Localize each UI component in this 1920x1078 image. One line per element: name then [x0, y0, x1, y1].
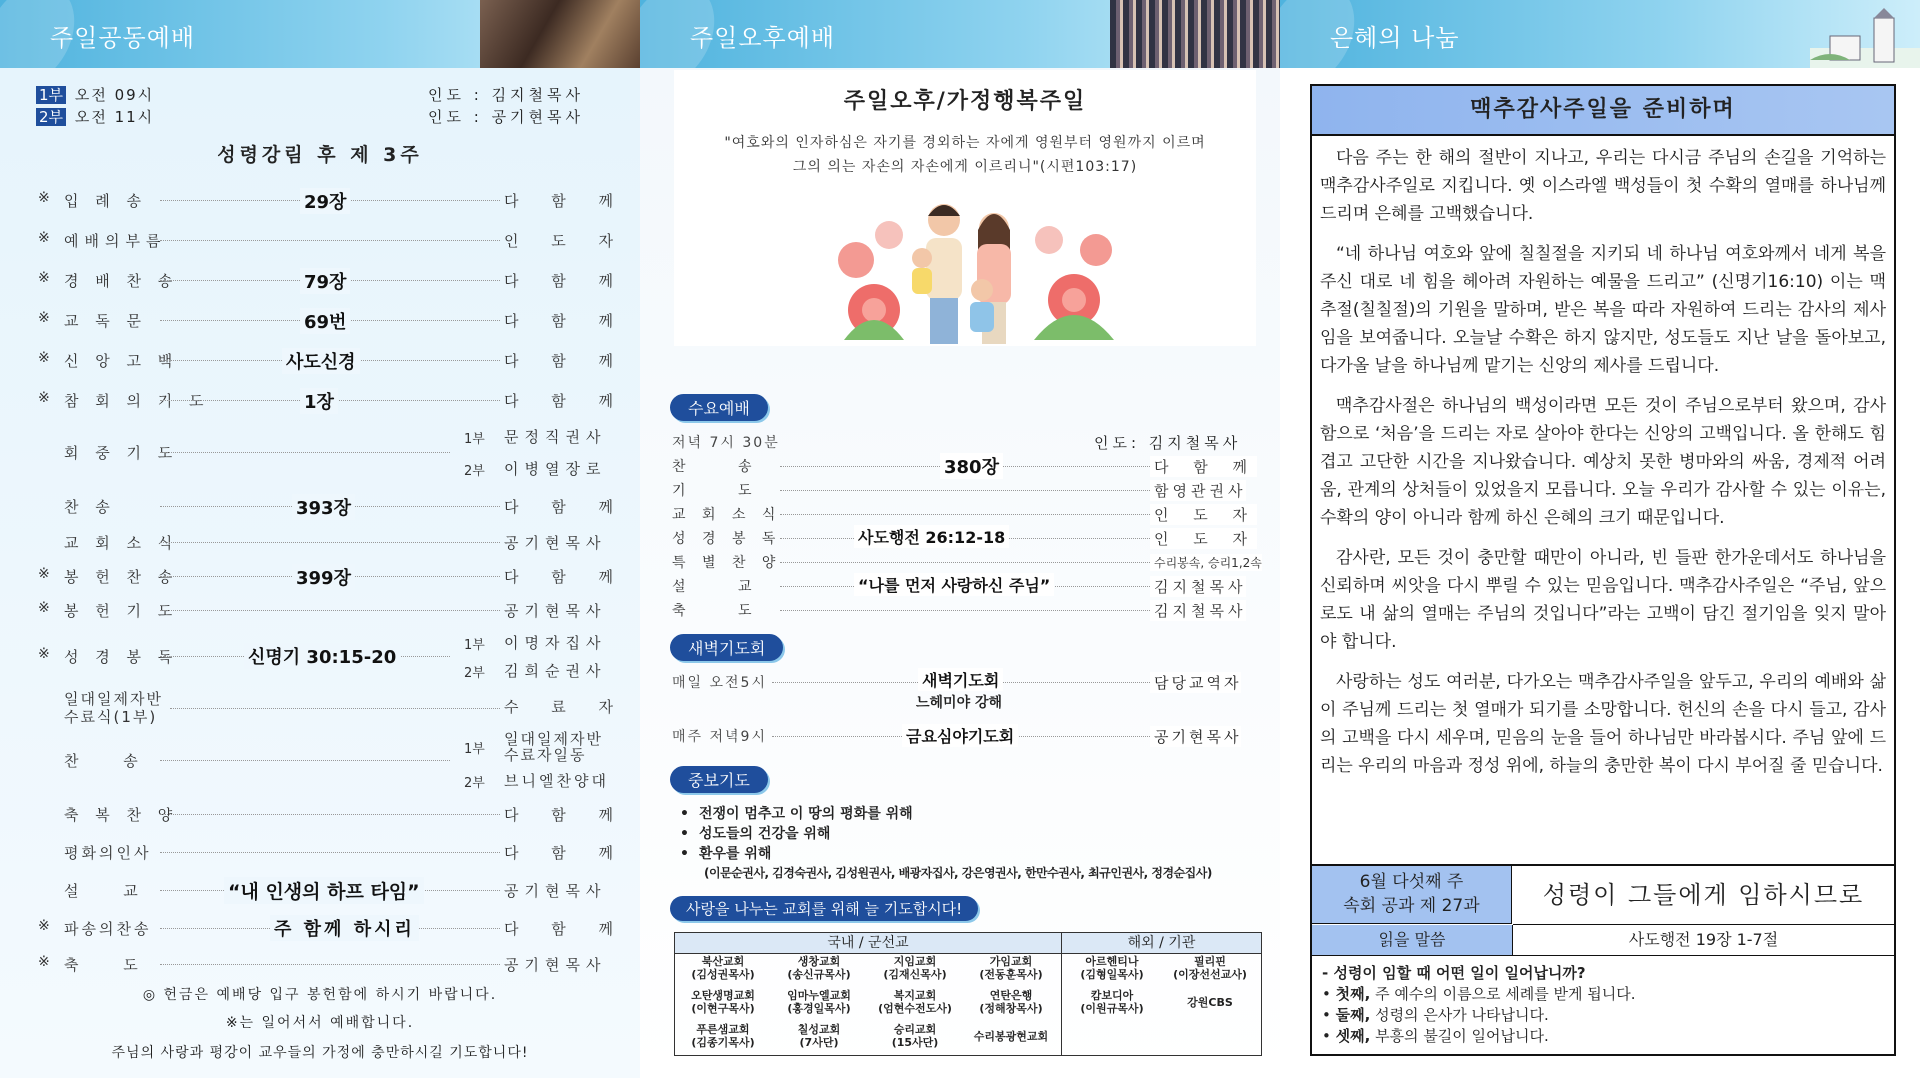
header-title: 은혜의 나눔 [1330, 24, 1460, 52]
bullet-icon: • [680, 806, 689, 822]
wednesday-item-value: 380장 [940, 453, 1003, 479]
leader-line [780, 562, 1170, 563]
partner-pastor: (엄현수전도사) [878, 1002, 952, 1015]
essay-paragraph: 감사란, 모든 것이 충만할 때만이 아니라, 빈 들판 한가운데서도 하나님을 신뢰하며 씨앗을 다시 뿌릴 수 있는 믿음입니다. 맥추감사주일은 “주님, 앞으로도 내 삶의 열매는 주님의 것입니다”라는 고백이 담긴 절기임을 잊지 말아야 합니다. [1320, 548, 1886, 652]
note-blessing: 주님의 사랑과 평강이 교우들의 가정에 충만하시길 기도합니다! [111, 1045, 529, 1061]
offering-label: 봉 헌 찬 송 [64, 568, 179, 586]
wednesday-item-value: 사도행전 26:12-18 [854, 525, 1009, 548]
intercession-list [680, 804, 913, 864]
mission-partner-cell [867, 1023, 963, 1049]
ceremony-label-1: 일대일제자반 [64, 690, 163, 708]
hymn-right: 다 함 께 [504, 498, 628, 516]
partner-pastor: (김형일목사) [1080, 968, 1144, 981]
partner-name: 수리봉광현교회 [973, 1030, 1049, 1043]
partner-name: 복지교회 [893, 989, 937, 1002]
partner-name: 지임교회 [893, 955, 937, 968]
order-item-leader: 다 함 께 [504, 192, 628, 210]
prayer-label: 회 중 기 도 [64, 444, 179, 462]
lesson-week [1312, 866, 1512, 924]
choir-2-part: 2부 [464, 776, 485, 791]
mission-partner-cell [1063, 989, 1161, 1015]
bullet-icon: • [680, 846, 689, 862]
leader-line [160, 964, 500, 965]
wednesday-time: 저녁 7시 30분 [672, 435, 780, 451]
order-item-value: 29장 [300, 188, 350, 214]
partner-name: 임마누엘교회 [787, 989, 851, 1002]
service-1-time: 오전 09시 [74, 86, 155, 104]
service-2-leader: 인도 : 공기현목사 [428, 108, 585, 126]
blessing-song-right: 다 함 께 [504, 806, 628, 824]
bullet-icon: • [1322, 1006, 1336, 1024]
panel-afternoon-service [640, 0, 1280, 1078]
sending-hymn-title: 주 함께 하시리 [270, 915, 419, 941]
header-bar [0, 0, 640, 68]
prayer-1-part: 1부 [464, 432, 485, 447]
service-1-line [36, 84, 154, 105]
essay-body [1312, 136, 1894, 780]
answer-text: 부흥의 불길이 일어납니다. [1370, 1027, 1549, 1045]
essay-title: 맥추감사주일을 준비하며 [1312, 86, 1894, 136]
wednesday-item-leader: 인 도 자 [1150, 528, 1257, 549]
peace-label: 평화의인사 [64, 844, 152, 862]
wednesday-item-label: 기 도 [672, 483, 776, 499]
wednesday-item-label: 교 회 소 식 [672, 507, 782, 523]
congregation-photo [1110, 0, 1280, 68]
order-item-leader: 다 함 께 [504, 352, 628, 370]
hymn-number: 393장 [292, 494, 355, 520]
answer-text: 주 예수의 이름으로 세례를 받게 됩니다. [1370, 985, 1636, 1003]
offering-hymn: 399장 [292, 564, 355, 590]
wednesday-item-leader: 함영관권사 [1150, 480, 1246, 501]
partner-name: 승리교회 [893, 1023, 937, 1036]
mission-partner-cell [771, 955, 867, 981]
leader-line [160, 814, 500, 815]
leader-line [780, 610, 1170, 611]
essay-box [1310, 84, 1896, 866]
wednesday-item-label: 찬 송 [672, 459, 776, 475]
partner-pastor: (김재신목사) [883, 968, 947, 981]
partner-name: 연탄은행 [989, 989, 1033, 1002]
leader-line [160, 852, 500, 853]
panel-grace-sharing [1280, 0, 1920, 1078]
standing-mark: ※ [38, 190, 50, 206]
wednesday-item-leader: 인 도 자 [1150, 504, 1257, 525]
partner-name: 칠성교회 [797, 1023, 841, 1036]
leader-line [780, 514, 1170, 515]
hymn-label: 찬 송 [64, 498, 116, 516]
dawn-time: 매일 오전5시 [672, 675, 767, 691]
mission-partner-cell [675, 1023, 771, 1049]
sermon-preacher: 공기현목사 [504, 882, 607, 900]
intercession-text: 전쟁이 멈추고 이 땅의 평화를 위해 [698, 806, 913, 822]
wednesday-item-leader: 다 함 께 [1150, 456, 1257, 477]
partner-name: 오탄생명교회 [691, 989, 755, 1002]
leader-line [160, 452, 450, 453]
wednesday-item-label: 설 교 [672, 579, 776, 595]
order-item-label: 신 앙 고 백 [64, 352, 179, 370]
offering-right: 다 함 께 [504, 568, 628, 586]
intercession-item [680, 804, 913, 824]
service-2-badge: 2부 [36, 108, 66, 126]
answer-ordinal: 둘째, [1335, 1006, 1371, 1024]
leader-line [170, 708, 500, 709]
dawn-leader: 담당교역자 [1150, 672, 1241, 693]
mission-partner-cell [771, 1023, 867, 1049]
table-divider [1061, 953, 1062, 1055]
friday-title: 금요심야기도회 [902, 724, 1018, 747]
leader-line [160, 542, 500, 543]
partner-pastor: (김종기목사) [691, 1036, 755, 1049]
service-1-leader: 인도 : 김지철목사 [428, 86, 585, 104]
header-title: 주일오후예배 [690, 24, 836, 52]
essay-paragraph: 다음 주는 한 해의 절반이 지나고, 우리는 다시금 주님의 손길을 기억하는 맥추감사주일로 지킵니다. 옛 이스라엘 백성들이 첫 수확의 열매를 하나님께 드리며 은혜를 고백했습니다. [1320, 148, 1886, 224]
news-label: 교 회 소 식 [64, 534, 179, 552]
answer-item [1322, 984, 1636, 1005]
partner-name: 캄보디아 [1090, 989, 1134, 1002]
note-standing: ※는 일어서서 예배합니다. [225, 1015, 415, 1031]
sending-hymn-right: 다 함 께 [504, 920, 628, 938]
order-item-leader: 인 도 자 [504, 232, 628, 250]
wednesday-item-label: 축 도 [672, 603, 776, 619]
flower-left-icon [838, 221, 904, 340]
friday-leader: 공기현목사 [1150, 726, 1241, 747]
order-item-label: 교 독 문 [64, 312, 148, 330]
sermon-label: 설 교 [64, 882, 158, 900]
partner-name: 생창교회 [797, 955, 841, 968]
family-card [674, 70, 1256, 346]
partner-name: 강원CBS [1187, 996, 1233, 1009]
dawn-prayer-pill: 새벽기도회 [670, 634, 783, 661]
wednesday-service-pill: 수요예배 [670, 394, 768, 421]
bullet-icon: • [680, 826, 689, 842]
wednesday-item-leader: 김지철목사 [1150, 600, 1246, 621]
mission-partner-cell [867, 989, 963, 1015]
order-item-value: 사도신경 [282, 348, 360, 374]
header-title: 주일공동예배 [50, 24, 196, 52]
bullet-icon: • [1322, 985, 1336, 1003]
dawn-title: 새벽기도회 [918, 668, 1003, 691]
reading-reference: 사도행전 19장 1-7절 [1513, 925, 1894, 956]
standing-mark: ※ [38, 310, 50, 326]
peace-right: 다 함 께 [504, 844, 628, 862]
blessing-song-label: 축 복 찬 양 [64, 806, 179, 824]
essay-paragraph: “네 하나님 여호와 앞에 칠칠절을 지키되 네 하나님 여호와께서 네게 복을 주신 대로 네 힘을 헤아려 자원하는 예물을 드리고” (신명기16:10) 이는 맥추절(칠칠절)의 기원을 말하며, 받은 복을 따라 자원하여 드리는 감사의 제사임을 보여줍니다. 오늘날 수확은 하지 않지만, 성도들도 지난 날을 돌아보고, 다가올 날을 하나님께 맡기는 신앙의 제사를 드립니다. [1320, 244, 1886, 376]
table-head-overseas: 해외 / 기관 [1062, 933, 1261, 954]
leader-line [160, 610, 500, 611]
lesson-title: 성령이 그들에게 임하시므로 [1513, 866, 1894, 925]
choir-2-name: 브니엘찬양대 [504, 772, 609, 790]
partner-pastor: (정해창목사) [979, 1002, 1043, 1015]
order-item-label: 입 례 송 [64, 192, 148, 210]
order-item-leader: 다 함 께 [504, 312, 628, 330]
mission-partner-cell [963, 989, 1059, 1015]
church-building-icon [1810, 8, 1920, 68]
essay-paragraph: 맥추감사절은 하나님의 백성이라면 모든 것이 주님으로부터 왔으며, 감사함으로 ‘처음’을 드리는 자로 살아야 한다는 신앙의 고백입니다. 올 한해도 힘겹고 고단한 시간을 지나왔습니다. 예상치 못한 병마와의 싸움, 경제적 어려움, 관계의 상처들이 있었을지 모릅니다. 오늘 우리가 감사할 수 있는 이유는, 수확의 양이 아니라 함께 하신 은혜의 크기 때문입니다. [1320, 396, 1886, 528]
standing-mark: ※ [38, 230, 50, 246]
answer-ordinal: 셋째, [1335, 1027, 1371, 1045]
patients-list: (이문순권사, 김경숙권사, 김성원권사, 배광자집사, 강은영권사, 한만수권사, 최규인권사, 정경순집사) [704, 866, 1212, 880]
flower-right-icon [1034, 226, 1114, 340]
partner-name: 필리핀 [1194, 955, 1226, 968]
scripture-2-part: 2부 [464, 666, 485, 681]
mission-partner-cell [771, 989, 867, 1015]
partner-name: 가임교회 [989, 955, 1033, 968]
scripture-1-name: 이명자집사 [504, 634, 607, 652]
choir-1-name-b: 수료자일동 [504, 746, 587, 764]
intercession-item [680, 844, 913, 864]
standing-mark: ※ [38, 390, 50, 406]
partner-pastor: (김성권목사) [691, 968, 755, 981]
prayer-2-name: 이병열장로 [504, 460, 607, 478]
wednesday-item-value: “나를 먼저 사랑하신 주님” [854, 573, 1054, 596]
intercession-item [680, 824, 913, 844]
family-illustration [834, 180, 1114, 346]
mission-partner-cell [1161, 996, 1259, 1009]
partner-pastor: (홍경일목사) [787, 1002, 851, 1015]
service-2-line [36, 106, 154, 127]
service-1-badge: 1부 [36, 86, 66, 104]
partner-name: 아르헨티나 [1085, 955, 1139, 968]
order-item-value: 1장 [300, 388, 338, 414]
standing-mark: ※ [38, 566, 50, 582]
sermon-title: “내 인생의 하프 타임” [224, 877, 424, 904]
choir-1-name-a: 일대일제자반 [504, 730, 603, 748]
answer-item [1322, 1005, 1636, 1026]
standing-mark: ※ [38, 270, 50, 286]
friday-time: 매주 저녁9시 [672, 729, 767, 745]
partner-pastor: (전동훈목사) [979, 968, 1043, 981]
header-bar [640, 0, 1280, 68]
essay-paragraph: 사랑하는 성도 여러분, 다가오는 맥추감사주일을 앞두고, 우리의 예배와 삶이 주님께 드리는 첫 열매가 되기를 소망합니다. 헌신의 손을 다시 들고, 감사의 고백을 다시 세우며, 믿음의 눈을 들어 하나님만 바라봅시다. 주님 앞에 드리는 우리의 마음과 정성 위에, 하늘의 충만한 복이 다시 부어질 줄 믿습니다. [1320, 672, 1886, 776]
standing-mark: ※ [38, 918, 50, 934]
dawn-subtitle: 느헤미야 강해 [916, 695, 1003, 711]
order-item-label: 참 회 의 기 도 [64, 392, 210, 410]
scripture-2-name: 김희순권사 [504, 662, 607, 680]
partner-name: 푸른샘교회 [696, 1023, 750, 1036]
standing-mark: ※ [38, 954, 50, 970]
ceremony-right: 수 료 자 [504, 698, 628, 716]
answer-item [1322, 1026, 1636, 1047]
wednesday-item-label: 특 별 찬 양 [672, 555, 782, 571]
wednesday-item-leader: 수리봉속, 승리1,2속 [1150, 554, 1262, 571]
offering-prayer-label: 봉 헌 기 도 [64, 602, 179, 620]
mission-partner-cell [1161, 955, 1259, 981]
mission-partner-cell [963, 1030, 1059, 1043]
mission-partner-cell [867, 955, 963, 981]
question-title: - 성령이 임할 때 어떤 일이 일어납니까? [1322, 964, 1586, 982]
question-answers [1322, 984, 1636, 1047]
scripture-label: 성 경 봉 독 [64, 648, 179, 666]
partner-pastor: (이원규목사) [1080, 1002, 1144, 1015]
mission-partner-cell [675, 989, 771, 1015]
standing-mark: ※ [38, 646, 50, 662]
standing-mark: ※ [38, 600, 50, 616]
scripture-1-part: 1부 [464, 638, 485, 653]
benediction-right: 공기현목사 [504, 956, 607, 974]
week-title: 성령강림 후 제 3주 [217, 144, 423, 166]
pray-banner: 사랑을 나누는 교회를 위해 늘 기도합시다! [670, 896, 978, 921]
prayer-1-name: 문정직권사 [504, 428, 607, 446]
order-item-label: 경 배 찬 송 [64, 272, 179, 290]
lesson-week-line-2: 속회 공과 제 27과 [1343, 896, 1480, 916]
family-sunday-title: 주일오후/가정행복주일 [843, 89, 1087, 114]
intercession-text: 성도들의 건강을 위해 [698, 826, 831, 842]
verse-line-2: 그의 의는 자손의 자손에게 이르리니"(시편103:17) [792, 159, 1138, 175]
prayer-2-part: 2부 [464, 464, 485, 479]
verse-line-1: "여호와의 인자하심은 자기를 경외하는 자에게 영원부터 영원까지 이르며 [724, 135, 1206, 151]
leader-line [160, 760, 450, 761]
wednesday-item-leader: 김지철목사 [1150, 576, 1246, 597]
leader-line [160, 240, 500, 241]
mission-partner-cell [675, 955, 771, 981]
lesson-box [1310, 864, 1896, 1056]
mission-partner-cell [963, 955, 1059, 981]
partner-pastor: (송신규목사) [787, 968, 851, 981]
mission-table [674, 932, 1262, 1056]
choir-label: 찬 송 [64, 752, 158, 770]
offering-prayer-right: 공기현목사 [504, 602, 607, 620]
choir-1-part: 1부 [464, 742, 485, 757]
wednesday-item-label: 성 경 봉 독 [672, 531, 782, 547]
answer-text: 성령의 은사가 나타납니다. [1370, 1006, 1549, 1024]
partner-pastor: (이현구목사) [691, 1002, 755, 1015]
news-right: 공기현목사 [504, 534, 607, 552]
order-item-value: 79장 [300, 268, 350, 294]
mission-partner-cell [1063, 955, 1161, 981]
bullet-icon: • [1322, 1027, 1336, 1045]
partner-pastor: (이장선선교사) [1173, 968, 1247, 981]
benediction-label: 축 도 [64, 956, 158, 974]
wednesday-leader: 인도: 김지철목사 [1094, 434, 1242, 452]
reading-label: 읽을 말씀 [1312, 925, 1513, 956]
panel-sunday-service [0, 0, 640, 1078]
order-item-value: 69번 [300, 308, 350, 334]
leader-line [780, 490, 1170, 491]
partner-pastor: (7사단) [799, 1036, 839, 1049]
note-offering: ◎ 헌금은 예배당 입구 봉헌함에 하시기 바랍니다. [142, 987, 498, 1003]
lesson-week-line-1: 6월 다섯째 주 [1359, 872, 1464, 892]
service-2-time: 오전 11시 [74, 108, 155, 126]
worship-photo [480, 0, 640, 68]
ceremony-label-2: 수료식(1부) [64, 708, 158, 726]
partner-name: 북산교회 [701, 955, 745, 968]
standing-mark: ※ [38, 350, 50, 366]
scripture-ref: 신명기 30:15-20 [244, 643, 400, 669]
intercession-text: 환우를 위해 [698, 846, 772, 862]
header-bar [1280, 0, 1920, 68]
intercession-pill: 중보기도 [670, 766, 768, 793]
sending-hymn-label: 파송의찬송 [64, 920, 152, 938]
partner-pastor: (15사단) [891, 1036, 939, 1049]
order-item-leader: 다 함 께 [504, 392, 628, 410]
order-item-label: 예배의부름 [64, 232, 167, 250]
answer-ordinal: 첫째, [1335, 985, 1371, 1003]
order-item-leader: 다 함 께 [504, 272, 628, 290]
table-head-domestic: 국내 / 군선교 [675, 933, 1062, 954]
